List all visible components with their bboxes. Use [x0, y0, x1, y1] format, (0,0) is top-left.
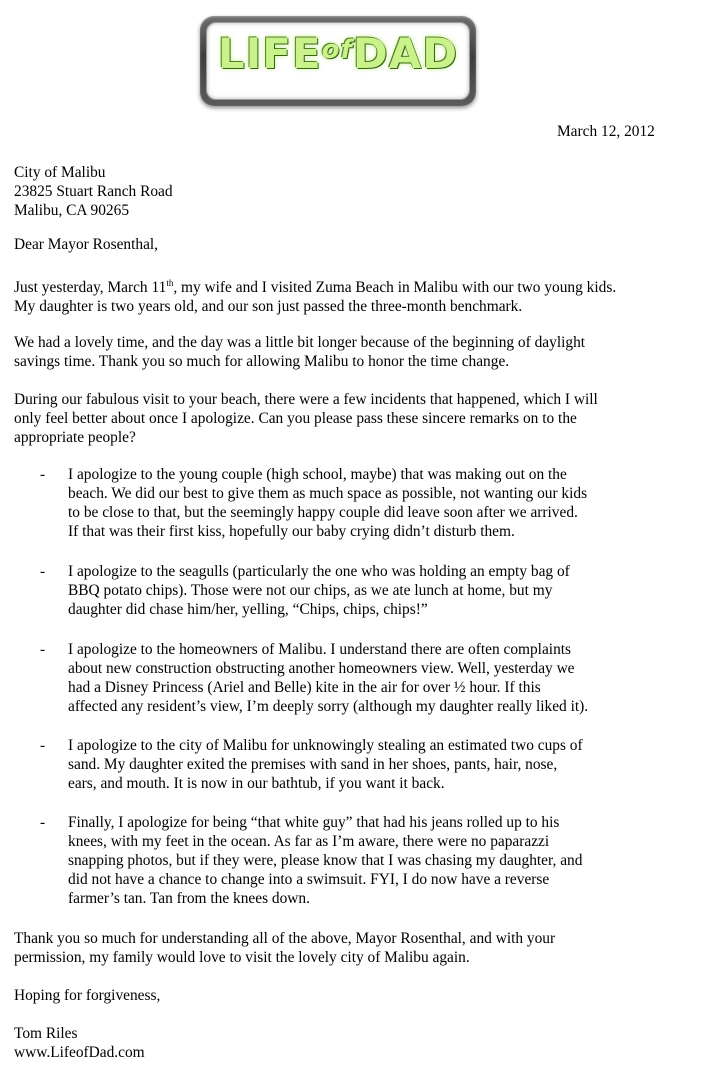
text-run: Just yesterday, March 11: [14, 279, 167, 296]
apology-line: I apologize to the seagulls (particularly the one who was holding an empty bag of: [68, 563, 570, 580]
signature-website: www.LifeofDad.com: [14, 1044, 145, 1061]
life-of-dad-logo: [200, 16, 476, 106]
apology-line: daughter did chase him/her, yelling, “Chips, chips, chips!”: [68, 601, 428, 618]
address-line: City of Malibu: [14, 164, 106, 181]
bullet-dash: -: [40, 563, 46, 580]
signature-name: Tom Riles: [14, 1025, 78, 1042]
apology-line: sand. My daughter exited the premises with sand in her shoes, pants, hair, nose,: [68, 756, 558, 773]
apology-text: [68, 465, 693, 541]
apology-line: I apologize to the young couple (high school, maybe) that was making out on the: [68, 466, 567, 483]
paragraph-line: savings time. Thank you so much for allowing Malibu to honor the time change.: [14, 353, 510, 370]
bullet-dash: -: [40, 737, 46, 754]
apology-line: I apologize to the city of Malibu for unknowingly stealing an estimated two cups of: [68, 737, 583, 754]
paragraph-line: We had a lovely time, and the day was a little bit longer because of the beginning of daylight: [14, 334, 586, 351]
bullet-dash: -: [40, 641, 46, 658]
paragraph-line: only feel better about once I apologize. Can you please pass these sincere remarks on to the: [14, 410, 577, 427]
paragraph-daylight: [14, 333, 684, 371]
address-line: Malibu, CA 90265: [14, 202, 130, 219]
bullet-dash: -: [40, 466, 46, 483]
apology-line: beach. We did our best to give them as much space as possible, not wanting our kids: [68, 485, 588, 502]
apology-line: snapping photos, but if they were, please know that I was chasing my daughter, and: [68, 852, 583, 869]
apology-line: affected any resident’s view, I’m deeply sorry (although my daughter really liked it).: [68, 698, 589, 715]
paragraph-line: permission, my family would love to visit the lovely city of Malibu again.: [14, 949, 470, 966]
salutation: Dear Mayor Rosenthal,: [14, 236, 159, 253]
paragraph-intro: [14, 278, 684, 316]
paragraph-line: Thank you so much for understanding all of the above, Mayor Rosenthal, and with your: [14, 930, 556, 947]
apology-text: [68, 640, 693, 716]
apology-line: BBQ potato chips). Those were not our chips, as we ate lunch at home, but my: [68, 582, 553, 599]
logo-word-dad: DAD: [352, 29, 459, 78]
logo-word-of: of: [321, 35, 353, 65]
logo-word-life: LIFE: [217, 29, 322, 78]
apology-line: I apologize to the homeowners of Malibu. I understand there are often complaints: [68, 641, 572, 658]
recipient-address: [14, 163, 684, 220]
paragraph-line: My daughter is two years old, and our son just passed the three-month benchmark.: [14, 298, 523, 315]
apology-line: Finally, I apologize for being “that white guy” that had his jeans rolled up to his: [68, 814, 560, 831]
ordinal-superscript: th: [166, 277, 174, 288]
apology-line: to be close to that, but the seemingly happy couple did leave soon after we arrived.: [68, 504, 578, 521]
paragraph-incidents: [14, 390, 684, 447]
logo-text: [200, 26, 476, 88]
paragraph-closing: [14, 929, 684, 967]
paragraph-line: appropriate people?: [14, 429, 136, 446]
apology-text: [68, 562, 693, 619]
apology-text: [68, 736, 693, 793]
apology-text: [68, 813, 693, 908]
apology-line: knees, with my feet in the ocean. As far as I’m aware, there were no paparazzi: [68, 833, 550, 850]
address-line: 23825 Stuart Ranch Road: [14, 183, 173, 200]
apology-line: about new construction obstructing another homeowners view. Well, yesterday we: [68, 660, 575, 677]
signature-block: [14, 1024, 684, 1062]
sign-off: Hoping for forgiveness,: [14, 987, 161, 1004]
paragraph-line: [14, 278, 684, 297]
letter-date: March 12, 2012: [557, 123, 655, 140]
apology-line: had a Disney Princess (Ariel and Belle) kite in the air for over ½ hour. If this: [68, 679, 541, 696]
apology-line: If that was their first kiss, hopefully our baby crying didn’t disturb them.: [68, 523, 515, 540]
bullet-dash: -: [40, 814, 46, 831]
apology-line: farmer’s tan. Tan from the knees down.: [68, 890, 310, 907]
text-run: , my wife and I visited Zuma Beach in Malibu with our two young kids.: [173, 279, 617, 296]
apology-line: did not have a chance to change into a swimsuit. FYI, I do now have a reverse: [68, 871, 550, 888]
paragraph-line: During our fabulous visit to your beach, there were a few incidents that happened, which I will: [14, 391, 598, 408]
apology-line: ears, and mouth. It is now in our bathtub, if you want it back.: [68, 775, 445, 792]
